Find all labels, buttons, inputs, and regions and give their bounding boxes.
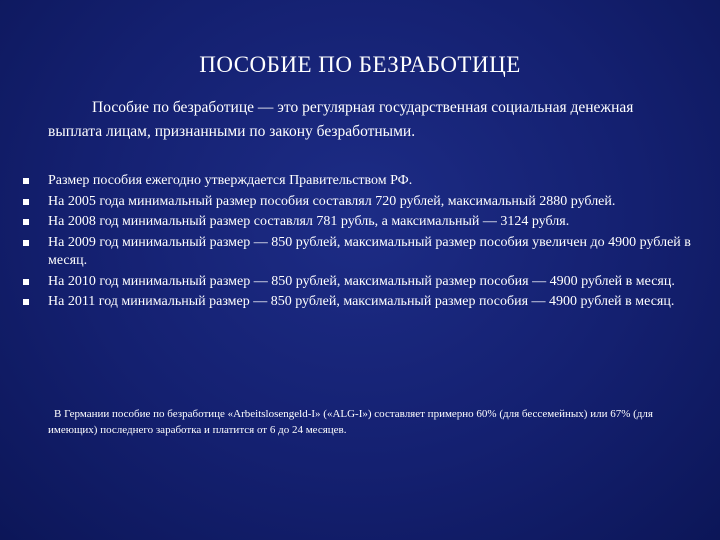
footnote: В Германии пособие по безработице «Arbeitslosengeld-I» («ALG-I») составляет примерно 60% (для бессемейных) или 67% (для имеющих) последнего заработка и платится от 6 до 24 месяцев.	[48, 408, 653, 436]
bullet-text: На 2010 год минимальный размер — 850 рублей, максимальный размер пособия — 4900 рублей в месяц.	[48, 273, 675, 289]
bullet-text: На 2009 год минимальный размер — 850 рублей, максимальный размер пособия увеличен до 4900 рублей в месяц.	[48, 234, 691, 268]
square-bullet-icon	[23, 199, 29, 205]
intro-paragraph: Пособие по безработице — это регулярная государственная социальная денежная выплата лицам, признанными по закону безработными.	[48, 99, 634, 140]
square-bullet-icon	[23, 219, 29, 225]
bullet-item	[48, 172, 696, 191]
bullet-item	[48, 213, 696, 232]
bullet-item	[48, 293, 696, 312]
bullet-item	[48, 234, 696, 271]
square-bullet-icon	[23, 279, 29, 285]
bullet-text: Размер пособия ежегодно утверждается Правительством РФ.	[48, 173, 413, 188]
square-bullet-icon	[23, 299, 29, 305]
square-bullet-icon	[23, 240, 29, 246]
bullet-list	[48, 172, 696, 314]
bullet-item	[48, 193, 696, 212]
bullet-text: На 2005 года минимальный размер пособия составлял 720 рублей, максимальный 2880 рублей.	[48, 193, 616, 209]
bullet-text: На 2008 год минимальный размер составлял 781 рубль, а максимальный — 3124 рубля.	[48, 214, 570, 229]
square-bullet-icon	[23, 178, 29, 184]
slide-title: ПОСОБИЕ ПО БЕЗРАБОТИЦЕ	[199, 52, 521, 77]
bullet-text: На 2011 год минимальный размер — 850 рублей, максимальный размер пособия — 4900 рублей в месяц.	[48, 294, 675, 309]
bullet-item	[48, 273, 696, 292]
